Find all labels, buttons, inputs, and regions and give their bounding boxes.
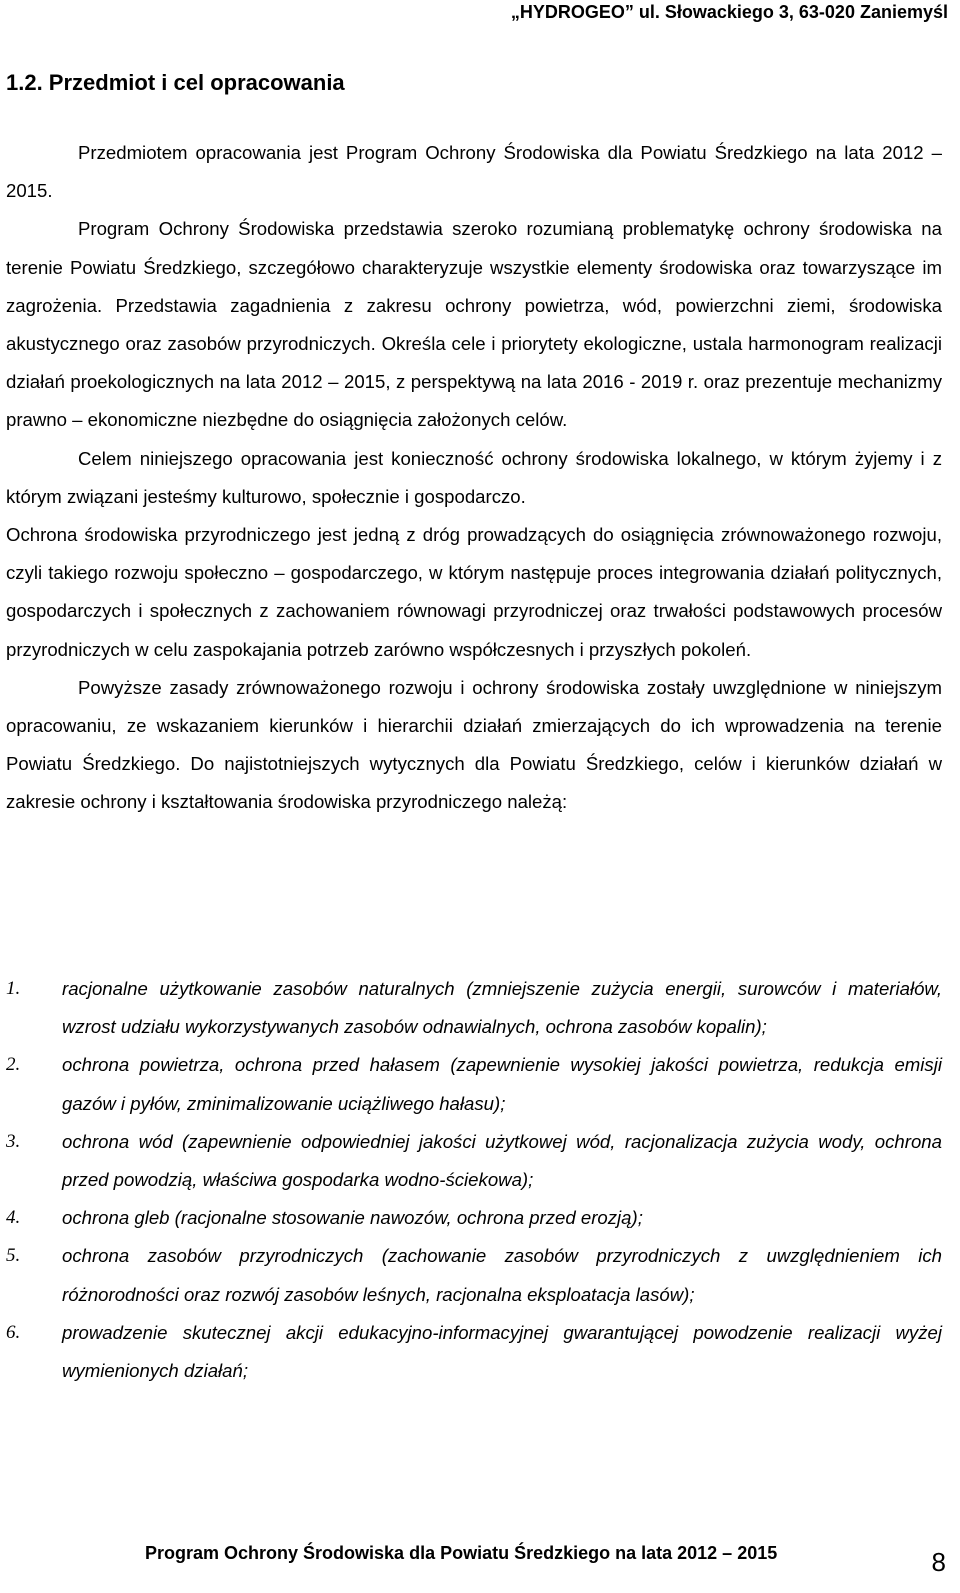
list-item-number: 1.: [6, 978, 21, 999]
list-item-text: ochrona gleb (racjonalne stosowanie nawozów, ochrona przed erozją);: [62, 1207, 643, 1229]
list-item-text: racjonalne użytkowanie zasobów naturalnych (zmniejszenie zużycia energii, surowców i materiałów, wzrost udziału wykorzystywanych zasobów odnawialnych, ochrona zasobów kopalin);: [62, 978, 942, 1038]
page-footer: Program Ochrony Środowiska dla Powiatu Średzkiego na lata 2012 – 2015: [145, 1543, 778, 1563]
guidelines-list: [6, 970, 942, 1390]
body-text: [6, 134, 942, 822]
list-item-number: 4.: [6, 1207, 21, 1229]
list-item-text: prowadzenie skutecznej akcji edukacyjno-informacyjnej gwarantującej powodzenie realizacji wyżej wymienionych działań;: [62, 1321, 942, 1382]
section-title: 1.2. Przedmiot i cel opracowania: [6, 70, 345, 95]
list-item: [6, 1046, 942, 1122]
list-item: [6, 1123, 942, 1199]
list-item-number: 6.: [6, 1321, 21, 1343]
paragraph-purpose: Celem niniejszego opracowania jest konieczność ochrony środowiska lokalnego, w którym żyjemy i z którym związani jesteśmy kulturowo, społecznie i gospodarczo.: [6, 447, 942, 507]
list-item: [6, 970, 942, 1046]
page-number: 8: [931, 1547, 946, 1577]
list-item-text: ochrona wód (zapewnienie odpowiedniej jakości użytkowej wód, racjonalizacja zużycia wody, ochrona przed powodzią, właściwa gospodarka wodno-ściekowa);: [62, 1130, 942, 1191]
list-item: [6, 1314, 942, 1390]
list-item: [6, 1199, 942, 1237]
paragraph-subject: Przedmiotem opracowania jest Program Ochrony Środowiska dla Powiatu Średzkiego na lata 2012 – 2015.: [6, 142, 942, 202]
list-item-number: 2.: [6, 1054, 21, 1076]
list-item-number: 3.: [6, 1130, 21, 1152]
list-item-text: ochrona zasobów przyrodniczych (zachowanie zasobów przyrodniczych z uwzględnieniem ich różnorodności oraz rozwój zasobów leśnych, racjonalna eksploatacja lasów);: [62, 1245, 942, 1305]
page-header: „HYDROGEO” ul. Słowackiego 3, 63-020 Zaniemyśl: [510, 2, 948, 22]
list-item-text: ochrona powietrza, ochrona przed hałasem (zapewnienie wysokiej jakości powietrza, redukcja emisji gazów i pyłów, zminimalizowanie uciążliwego hałasu);: [62, 1054, 942, 1114]
list-item-number: 5.: [6, 1245, 21, 1267]
paragraph-sustainable-development: Ochrona środowiska przyrodniczego jest jedną z dróg prowadzących do osiągnięcia zrównoważonego rozwoju, czyli takiego rozwoju społeczno – gospodarczego, w którym następuje proces integrowania działań politycznych, gospodarczych i społecznych z zachowaniem równowagi przyrodniczej oraz trwałości podstawowych procesów przyrodniczych w celu zaspokajania potrzeb zarówno współczesnych i przyszłych pokoleń.: [6, 524, 942, 660]
paragraph-guidelines: Powyższe zasady zrównoważonego rozwoju i ochrony środowiska zostały uwzględnione w niniejszym opracowaniu, ze wskazaniem kierunków i hierarchii działań zmierzających do ich wprowadzenia na terenie Powiatu Średzkiego. Do najistotniejszych wytycznych dla Powiatu Średzkiego, celów i kierunków działań w zakresie ochrony i kształtowania środowiska przyrodniczego należą:: [6, 676, 942, 813]
list-item: [6, 1237, 942, 1313]
paragraph-program-scope: Program Ochrony Środowiska przedstawia szeroko rozumianą problematykę ochrony środowiska na terenie Powiatu Średzkiego, szczegółowo charakteryzuje wszystkie elementy środowiska oraz towarzyszące im zagrożenia. Przedstawia zagadnienia z zakresu ochrony powietrza, wód, powierzchni ziemi, środowiska akustycznego oraz zasobów przyrodniczych. Określa cele i priorytety ekologiczne, ustala harmonogram realizacji działań proekologicznych na lata 2012 – 2015, z perspektywą na lata 2016 - 2019 r. oraz prezentuje mechanizmy prawno – ekonomiczne niezbędne do osiągnięcia założonych celów.: [6, 218, 942, 431]
